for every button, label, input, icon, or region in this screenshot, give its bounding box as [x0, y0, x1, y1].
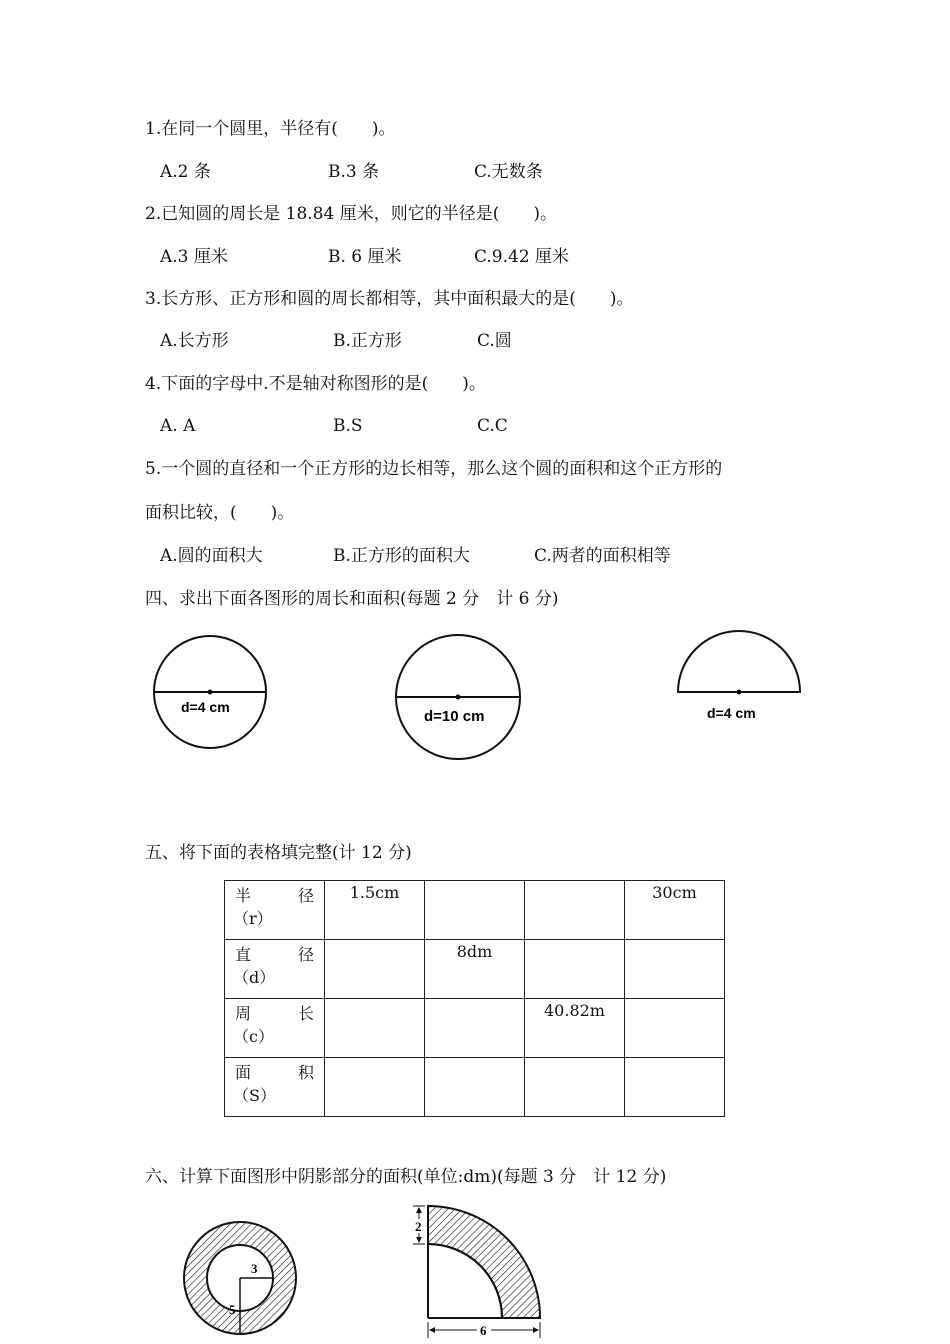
table-row-circumference: [225, 999, 725, 1058]
outer-radius-label: 6: [480, 1323, 487, 1338]
header-char: 周: [235, 1004, 252, 1023]
question-1-option-b: B.3 条: [328, 162, 380, 182]
header-symbol: （r）: [233, 909, 273, 928]
arrow-down-icon: [416, 1237, 422, 1243]
circle-table: [224, 880, 725, 1117]
row-header: [225, 940, 325, 999]
section-5-title: 五、将下面的表格填完整(计 12 分): [145, 843, 412, 863]
question-1-option-c: C.无数条: [474, 162, 543, 182]
section-4-title: 四、求出下面各图形的周长和面积(每题 2 分 计 6 分): [145, 589, 559, 609]
outer-radius-label: 5: [229, 1302, 236, 1317]
ring-width-label: 2: [415, 1219, 422, 1234]
table-cell[interactable]: [425, 881, 525, 940]
semicircle-outline: [678, 631, 800, 692]
question-2-stem: 2.已知圆的周长是 18.84 厘米，则它的半径是( )。: [145, 204, 557, 224]
question-4-stem: 4.下面的字母中.不是轴对称图形的是( )。: [145, 374, 486, 394]
question-3-stem: 3.长方形、正方形和圆的周长都相等，其中面积最大的是( )。: [145, 289, 634, 309]
table-row-radius: [225, 881, 725, 940]
question-2-option-c: C.9.42 厘米: [474, 247, 570, 267]
table-cell[interactable]: [425, 999, 525, 1058]
table-row-area: [225, 1058, 725, 1117]
question-5-option-c: C.两者的面积相等: [534, 546, 671, 566]
question-5-option-b: B.正方形的面积大: [333, 546, 470, 566]
table-cell[interactable]: [325, 999, 425, 1058]
arrow-right-icon: [533, 1327, 539, 1333]
question-2-option-b: B. 6 厘米: [328, 247, 402, 267]
question-5-stem-continued: 面积比较，( )。: [145, 503, 295, 523]
center-dot: [737, 690, 742, 695]
semicircle-figure: [675, 628, 805, 724]
row-header: [225, 999, 325, 1058]
question-4-option-c: C.C: [477, 416, 508, 436]
row-header: [225, 1058, 325, 1117]
question-4-option-b: B.S: [333, 416, 363, 436]
table-cell[interactable]: [425, 1058, 525, 1117]
header-symbol: （d）: [233, 968, 276, 987]
table-cell[interactable]: [325, 1058, 425, 1117]
table-cell[interactable]: 1.5cm: [325, 881, 425, 940]
table-cell[interactable]: [525, 1058, 625, 1117]
header-char: 积: [297, 1063, 314, 1082]
section-6-title: 六、计算下面图形中阴影部分的面积(单位:dm)(每题 3 分 计 12 分): [145, 1167, 667, 1187]
diameter-label: d=10 cm: [424, 708, 485, 725]
table-cell[interactable]: [325, 940, 425, 999]
table-cell[interactable]: 30cm: [625, 881, 725, 940]
header-char: 长: [297, 1004, 314, 1023]
header-symbol: （S）: [233, 1086, 276, 1105]
quarter-ring-figure: [405, 1202, 550, 1344]
question-1-option-a: A.2 条: [160, 162, 211, 182]
question-3-option-a: A.长方形: [160, 331, 229, 351]
inner-radius-label: 3: [251, 1261, 258, 1276]
header-char: 面: [235, 1063, 252, 1082]
table-cell[interactable]: [525, 881, 625, 940]
question-3-option-b: B.正方形: [333, 331, 402, 351]
question-5-stem: 5.一个圆的直径和一个正方形的边长相等，那么这个圆的面积和这个正方形的: [145, 459, 723, 479]
table-cell[interactable]: [625, 999, 725, 1058]
header-char: 直: [235, 945, 252, 964]
arrow-up-icon: [416, 1207, 422, 1213]
table-row-diameter: [225, 940, 725, 999]
center-dot: [208, 690, 213, 695]
row-header: [225, 881, 325, 940]
arrow-left-icon: [429, 1327, 435, 1333]
header-char: 半: [235, 886, 252, 905]
table-cell[interactable]: [625, 1058, 725, 1117]
annulus-figure: [180, 1210, 305, 1344]
circle-figure-2: [392, 630, 526, 766]
table-cell[interactable]: [525, 940, 625, 999]
circle-figure-1: [150, 630, 274, 760]
shaded-ring: [428, 1206, 540, 1318]
question-4-option-a: A. A: [160, 416, 196, 436]
question-1-stem: 1.在同一个圆里，半径有( )。: [145, 119, 396, 139]
diameter-label: d=4 cm: [181, 699, 230, 715]
question-5-option-a: A.圆的面积大: [160, 546, 263, 566]
table-cell[interactable]: 40.82m: [525, 999, 625, 1058]
table-cell[interactable]: [625, 940, 725, 999]
header-char: 径: [297, 945, 314, 964]
table-cell[interactable]: 8dm: [425, 940, 525, 999]
diameter-label: d=4 cm: [707, 705, 756, 721]
center-dot: [456, 695, 461, 700]
header-char: 径: [297, 886, 314, 905]
question-2-option-a: A.3 厘米: [160, 247, 228, 267]
header-symbol: （c）: [233, 1027, 274, 1046]
question-3-option-c: C.圆: [477, 331, 512, 351]
